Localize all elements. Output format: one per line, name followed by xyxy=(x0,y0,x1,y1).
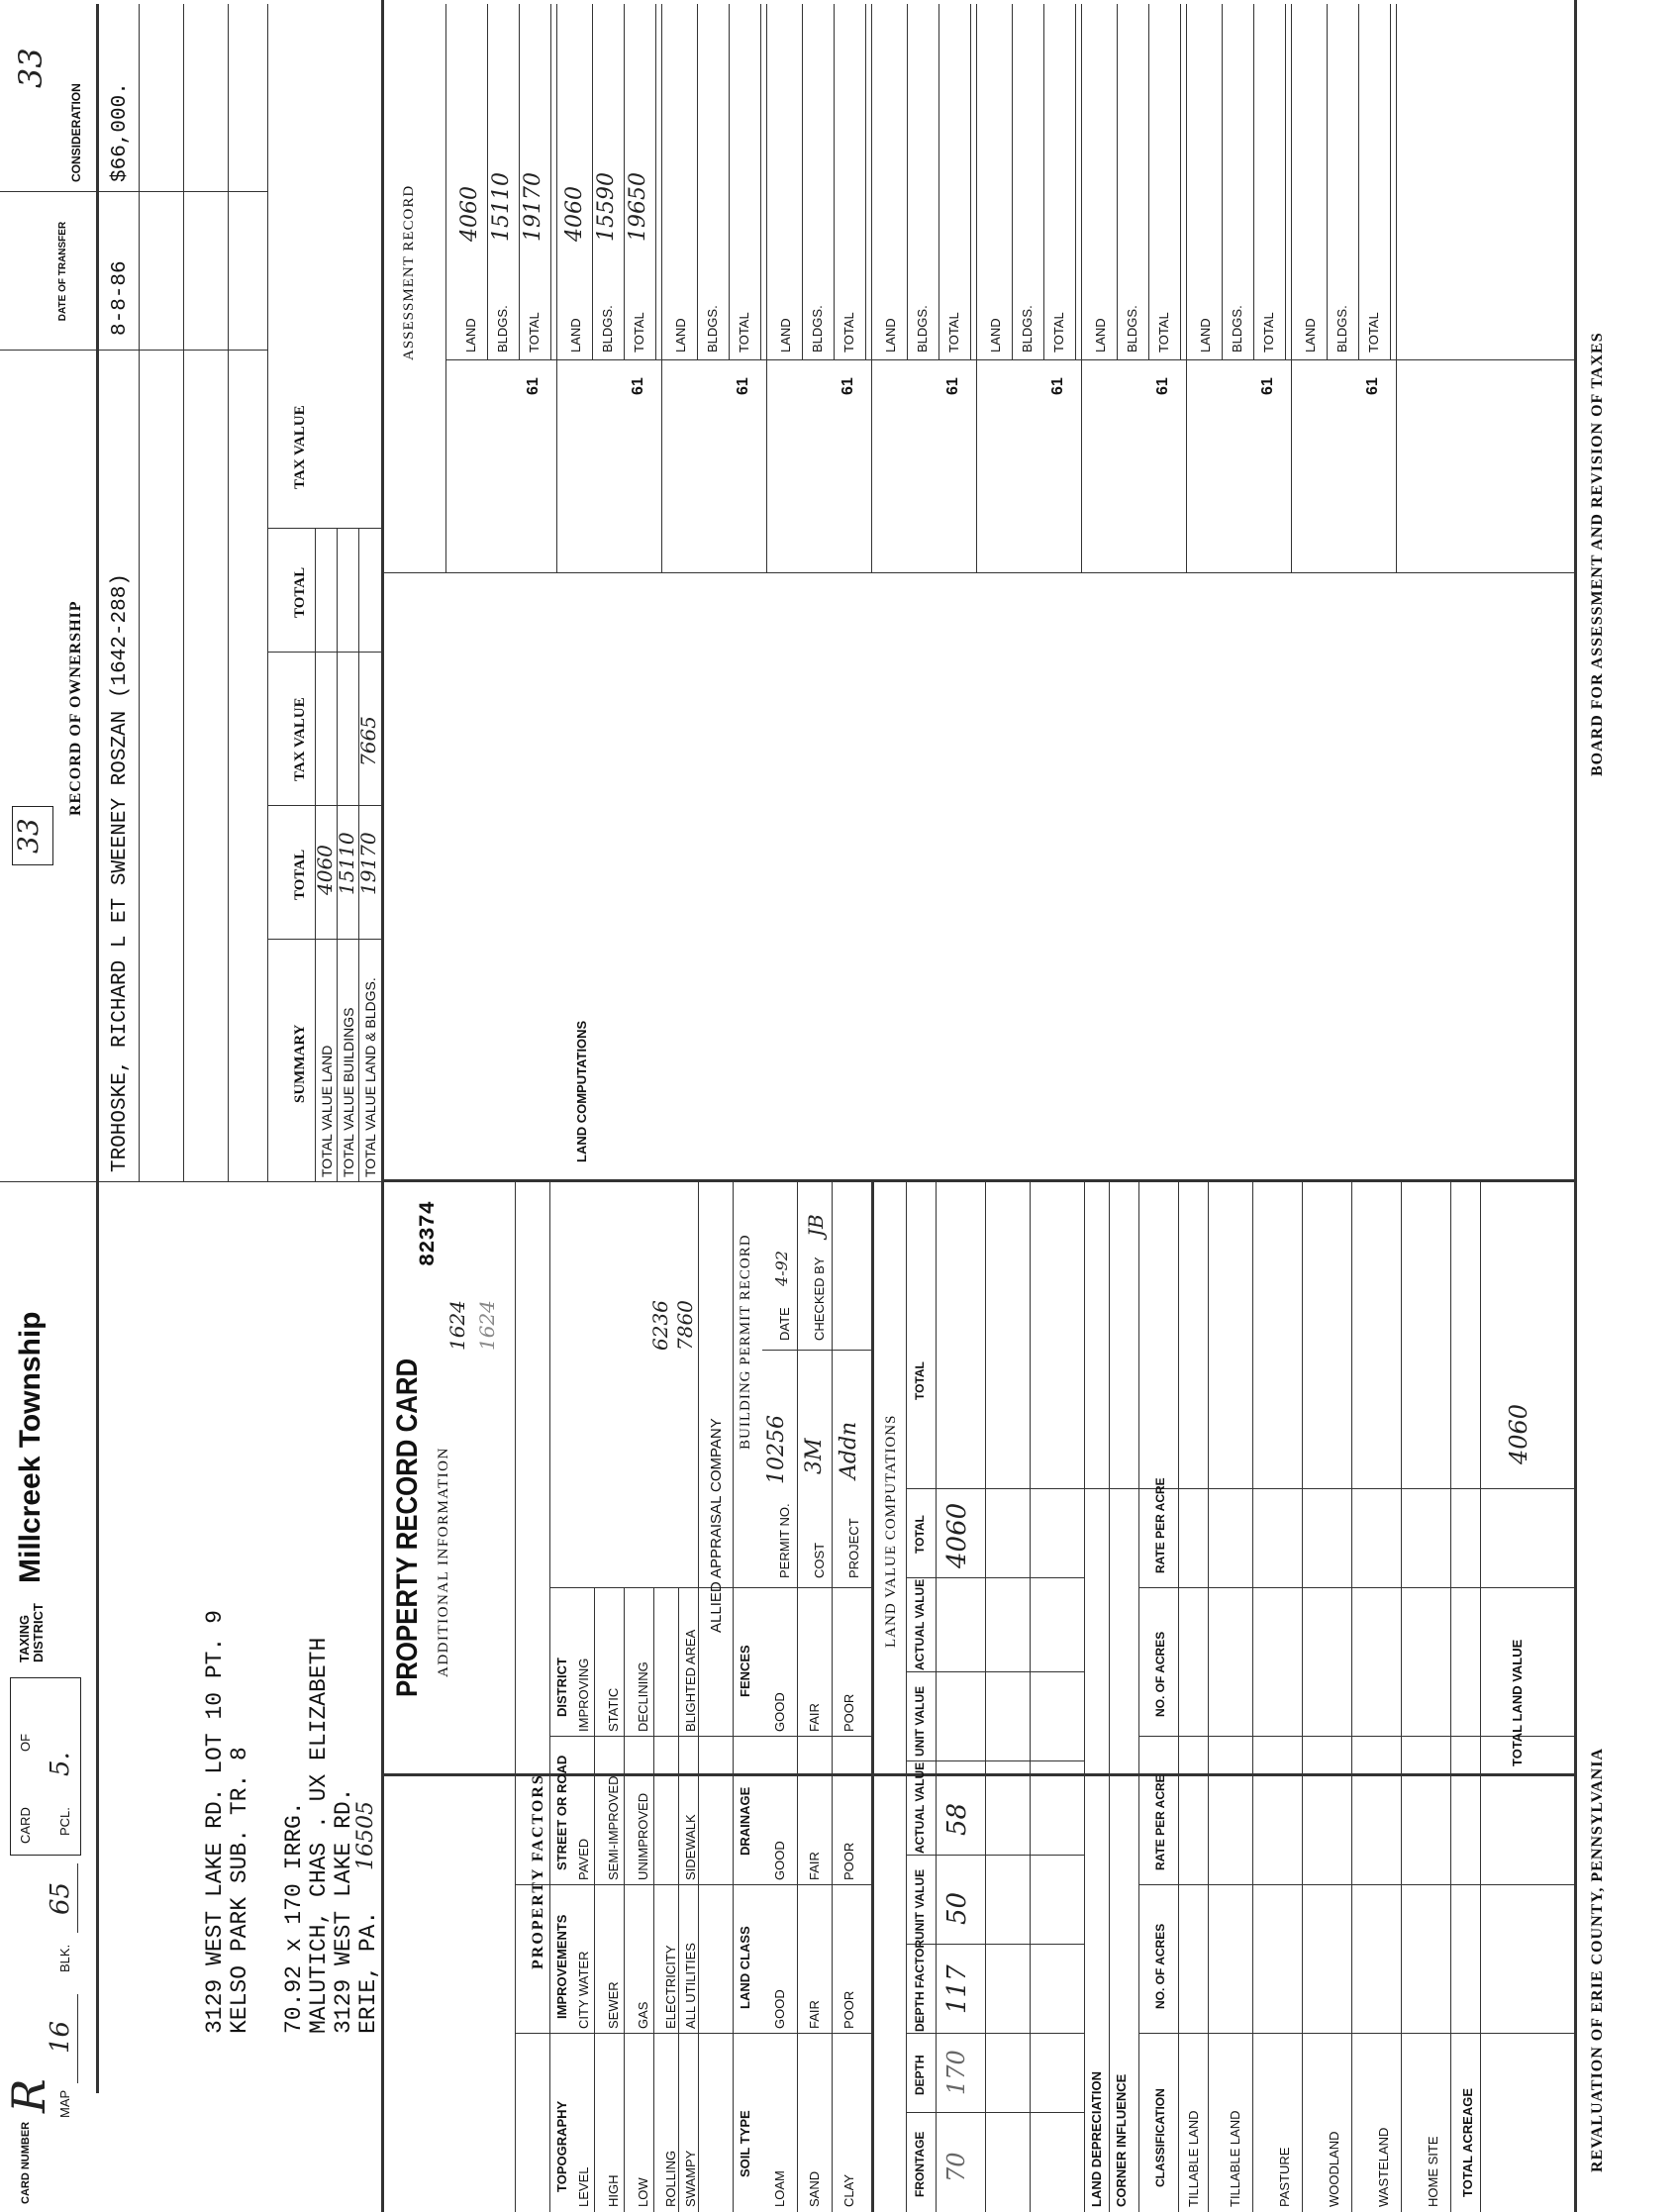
lv-actual-value: 58 xyxy=(942,1802,972,1836)
summary-tax-header: TAX VALUE xyxy=(292,697,308,781)
additional-info-label: ADDITIONAL INFORMATION xyxy=(436,1447,451,1677)
record-card-title: PROPERTY RECORD CARD xyxy=(391,1357,424,1697)
class-2: PASTURE xyxy=(1277,2147,1292,2207)
drainage-2: POOR xyxy=(841,1842,856,1880)
district-2: DECLINING xyxy=(636,1661,650,1732)
street-0: PAVED xyxy=(576,1838,591,1880)
owner-row-1: TROHOSKE, RICHARD L ET SWEENEY ROSZAN (1642-288) xyxy=(109,573,132,1172)
assessment-bldgs-label: BLDGS. xyxy=(1020,305,1035,352)
permit-checked: JB xyxy=(804,1214,828,1237)
drainage-label: DRAINAGE xyxy=(738,1786,752,1856)
property-zip-hand: 16505 xyxy=(353,1801,378,1870)
permit-no: 10256 xyxy=(764,1415,789,1484)
assessment-year-prefix: 61 xyxy=(1364,377,1381,395)
pcl-label: PCL. xyxy=(57,1807,72,1836)
assessment-total-label: TOTAL xyxy=(1261,312,1276,352)
class-3: WOODLAND xyxy=(1327,2131,1341,2207)
class-header-rate: RATE PER ACRE xyxy=(1153,1774,1167,1870)
improvements-3: ELECTRICITY xyxy=(663,1945,678,2029)
permit-no-label: PERMIT NO. xyxy=(777,1503,792,1578)
improvements-2: GAS xyxy=(636,2001,650,2029)
assessment-year-prefix: 61 xyxy=(1049,377,1066,395)
summary-total-header: TOTAL xyxy=(292,849,308,900)
lv-depth: 170 xyxy=(942,2050,970,2095)
permit-project-label: PROJECT xyxy=(846,1518,861,1578)
lv-header-total: TOTAL xyxy=(913,1515,927,1554)
assessment-land-label: LAND xyxy=(988,318,1003,352)
owner-row-1-date: 8-8-86 xyxy=(109,260,132,336)
topography-3: ROLLING xyxy=(663,2150,678,2207)
assessment-year-prefix: 61 xyxy=(735,377,751,395)
total-land-value-amount: 4060 xyxy=(1505,1403,1532,1464)
assessment-title: ASSESSMENT RECORD xyxy=(401,184,417,360)
total-acreage-label: TOTAL ACREAGE xyxy=(1460,2087,1475,2197)
fences-2: POOR xyxy=(841,1693,856,1732)
district-label: DISTRICT xyxy=(554,1658,569,1717)
assessment-bldgs-label: BLDGS. xyxy=(495,305,510,352)
summary-tax-header-2: TAX VALUE xyxy=(292,405,308,489)
assessment-land-label: LAND xyxy=(883,318,898,352)
fences-0: GOOD xyxy=(772,1692,787,1732)
street-1: SEMI-IMPROVED xyxy=(606,1775,621,1880)
street-4: SIDEWALK xyxy=(683,1814,698,1880)
class-header-acres: NO. OF ACRES xyxy=(1153,1923,1167,2009)
soil-2: CLAY xyxy=(841,2174,856,2207)
assessment-bldgs-label: BLDGS. xyxy=(915,305,930,352)
summary-row-land-total: 4060 xyxy=(313,845,337,895)
assessment-land-label: LAND xyxy=(463,318,478,352)
topography-label: TOPOGRAPHY xyxy=(554,2100,569,2192)
topography-4: SWAMPY xyxy=(683,2150,698,2207)
property-line-2: KELSO PARK SUB. TR. 8 xyxy=(227,1747,252,2034)
permit-cost: 3M xyxy=(802,1438,827,1474)
consideration-label: CONSIDERATION xyxy=(69,83,83,182)
class-1: TILLABLE LAND xyxy=(1228,2110,1242,2207)
card-number-label: CARD NUMBER xyxy=(20,2121,32,2204)
assessment-land-label: LAND xyxy=(568,318,583,352)
info-value-2: 6236 xyxy=(648,1300,672,1351)
assessment-land-value: 4060 xyxy=(457,186,482,242)
lv-header-unit-value: UNIT VALUE xyxy=(913,1868,927,1940)
total-land-value-label: TOTAL LAND VALUE xyxy=(1510,1639,1525,1766)
summary-total-header-2: TOTAL xyxy=(292,566,308,618)
info-value-3: 7860 xyxy=(673,1300,697,1351)
improvements-0: CITY WATER xyxy=(576,1951,591,2029)
land-class-2: POOR xyxy=(841,1990,856,2029)
drainage-1: FAIR xyxy=(807,1852,822,1880)
footer-left: REVALUATION OF ERIE COUNTY, PENNSYLVANIA xyxy=(1589,1748,1606,2172)
assessment-year-prefix: 61 xyxy=(840,377,856,395)
assessment-total-label: TOTAL xyxy=(1366,312,1381,352)
permit-date: 4-92 xyxy=(772,1251,791,1286)
district-0: IMPROVING xyxy=(576,1658,591,1732)
assessment-total-label: TOTAL xyxy=(632,312,646,352)
assessment-total-label: TOTAL xyxy=(737,312,751,352)
lv-header-actual-value-2: ACTUAL VALUE xyxy=(913,1578,927,1670)
street-2: UNIMPROVED xyxy=(636,1792,650,1880)
lv-header-depth: DEPTH xyxy=(913,2055,927,2095)
soil-0: LOAM xyxy=(772,2170,787,2207)
map-value: 16 xyxy=(46,2020,75,2054)
district-4: BLIGHTED AREA xyxy=(683,1629,698,1732)
record-stamp: 82374 xyxy=(416,1200,441,1266)
soil-1: SAND xyxy=(807,2170,822,2207)
assessment-year-prefix: 61 xyxy=(525,377,542,395)
improvements-label: IMPROVEMENTS xyxy=(554,1914,569,2019)
property-line-6: ERIE, PA. xyxy=(355,1910,381,2034)
assessment-bldgs-label: BLDGS. xyxy=(600,305,615,352)
owner-row-1-consideration: $66,000. xyxy=(109,82,132,182)
soil-label: SOIL TYPE xyxy=(738,2110,752,2177)
lv-header-total-2: TOTAL xyxy=(913,1361,927,1400)
improvements-1: SEWER xyxy=(606,1981,621,2029)
card-box-value: 33 xyxy=(12,818,45,854)
property-factors-title: PROPERTY FACTORS xyxy=(530,1773,546,1969)
assessment-land-value: 4060 xyxy=(562,186,587,242)
info-value-0: 1624 xyxy=(445,1300,469,1351)
property-line-5: 3129 WEST LAKE RD. xyxy=(331,1787,356,2034)
class-0: TILLABLE LAND xyxy=(1186,2110,1201,2207)
district-1: STATIC xyxy=(606,1687,621,1732)
assessment-land-label: LAND xyxy=(1303,318,1318,352)
assessment-year-prefix: 61 xyxy=(630,377,646,395)
lv-header-frontage: FRONTAGE xyxy=(913,2131,927,2197)
permit-title: BUILDING PERMIT RECORD xyxy=(738,1234,753,1450)
improvements-4: ALL UTILITIES xyxy=(683,1943,698,2029)
assessment-year-prefix: 61 xyxy=(944,377,961,395)
assessment-year-prefix: 61 xyxy=(1259,377,1276,395)
assessment-land-label: LAND xyxy=(778,318,793,352)
class-4: WASTELAND xyxy=(1376,2127,1391,2207)
corner-influence-label: CORNER INFLUENCE xyxy=(1114,2073,1129,2207)
assessment-total-label: TOTAL xyxy=(841,312,856,352)
lv-header-unit-value-2: UNIT VALUE xyxy=(913,1685,927,1757)
lv-depth-factor: 117 xyxy=(942,1964,972,2014)
topography-0: LEVEL xyxy=(576,2166,591,2207)
taxing-district-value: Millcreek Township xyxy=(14,1311,47,1583)
topography-1: HIGH xyxy=(606,2174,621,2207)
property-line-3: 70.92 x 170 IRRG. xyxy=(281,1801,307,2034)
assessment-total-value: 19650 xyxy=(626,172,650,242)
assessment-bldgs-label: BLDGS. xyxy=(1230,305,1244,352)
street-label: STREET OR ROAD xyxy=(554,1755,569,1870)
fences-label: FENCES xyxy=(738,1645,752,1697)
lv-frontage: 70 xyxy=(942,2152,970,2182)
topography-2: LOW xyxy=(636,2177,650,2207)
corner-number: 33 xyxy=(12,48,49,88)
land-depreciation-label: LAND DEPRECIATION xyxy=(1089,2071,1104,2207)
assessment-year-prefix: 61 xyxy=(1154,377,1171,395)
class-header-acres-2: NO. OF ACRES xyxy=(1153,1631,1167,1717)
assessment-bldgs-label: BLDGS. xyxy=(1334,305,1349,352)
assessment-total-label: TOTAL xyxy=(1156,312,1171,352)
of-label: OF xyxy=(18,1733,33,1752)
footer-right: BOARD FOR ASSESSMENT AND REVISION OF TAXES xyxy=(1589,332,1606,776)
property-line-4: MALUTICH, CHAS . UX ELIZABETH xyxy=(306,1637,332,2034)
summary-row-buildings: TOTAL VALUE BUILDINGS xyxy=(341,1007,356,1177)
assessment-land-label: LAND xyxy=(1198,318,1213,352)
date-of-transfer-label: DATE OF TRANSFER xyxy=(57,221,68,322)
land-value-title: LAND VALUE COMPUTATIONS xyxy=(883,1414,899,1648)
pcl-value: 5. xyxy=(46,1752,75,1776)
lv-header-depth-factor: DEPTH FACTOR xyxy=(913,1939,927,2032)
lv-total: 4060 xyxy=(942,1502,972,1568)
assessment-total-label: TOTAL xyxy=(1051,312,1066,352)
land-computations-label: LAND COMPUTATIONS xyxy=(574,1020,589,1162)
fences-1: FAIR xyxy=(807,1703,822,1732)
property-line-1: 3129 WEST LAKE RD. LOT 10 PT. 9 xyxy=(202,1610,228,2034)
blk-label: BLK. xyxy=(57,1944,72,1972)
assessment-total-label: TOTAL xyxy=(527,312,542,352)
lv-unit-value: 50 xyxy=(942,1891,972,1925)
assessment-bldgs-label: BLDGS. xyxy=(1125,305,1139,352)
card-number-value: R xyxy=(2,2078,55,2113)
company-label: ALLIED APPRAISAL COMPANY xyxy=(708,1418,725,1633)
land-class-1: FAIR xyxy=(807,2000,822,2029)
class-5: HOME SITE xyxy=(1426,2136,1440,2207)
land-class-label: LAND CLASS xyxy=(738,1926,752,2009)
summary-row-land: TOTAL VALUE LAND xyxy=(319,1045,335,1177)
card-label: CARD xyxy=(18,1807,33,1844)
summary-title: SUMMARY xyxy=(292,1024,308,1103)
assessment-bldgs-label: BLDGS. xyxy=(810,305,825,352)
permit-checked-label: CHECKED BY xyxy=(812,1257,827,1341)
assessment-total-value: 19170 xyxy=(521,172,545,242)
permit-cost-label: COST xyxy=(812,1542,827,1578)
summary-row-buildings-total: 15110 xyxy=(335,832,358,895)
taxing-district-label: TAXING DISTRICT xyxy=(17,1603,46,1662)
summary-row-landbldgs: TOTAL VALUE LAND & BLDGS. xyxy=(362,977,378,1177)
summary-row-landbldgs-total: 19170 xyxy=(356,832,380,895)
assessment-bldgs-label: BLDGS. xyxy=(705,305,720,352)
permit-date-label: DATE xyxy=(777,1307,792,1341)
assessment-land-label: LAND xyxy=(673,318,688,352)
land-class-0: GOOD xyxy=(772,1989,787,2029)
drainage-0: GOOD xyxy=(772,1841,787,1880)
info-value-1: 1624 xyxy=(475,1300,499,1351)
ownership-title: RECORD OF OWNERSHIP xyxy=(67,600,84,816)
summary-row-landbldgs-tax: 7665 xyxy=(356,716,380,766)
blk-value: 65 xyxy=(46,1881,75,1915)
assessment-bldgs-value: 15590 xyxy=(594,172,619,242)
class-header-rate-2: RATE PER ACRE xyxy=(1153,1477,1167,1573)
class-header-classification: CLASSIFICATION xyxy=(1153,2088,1167,2187)
assessment-total-label: TOTAL xyxy=(946,312,961,352)
permit-project: Addn xyxy=(837,1421,861,1479)
lv-header-actual-value: ACTUAL VALUE xyxy=(913,1761,927,1854)
assessment-bldgs-value: 15110 xyxy=(489,172,514,242)
map-label: MAP xyxy=(57,2089,72,2118)
assessment-land-label: LAND xyxy=(1093,318,1108,352)
